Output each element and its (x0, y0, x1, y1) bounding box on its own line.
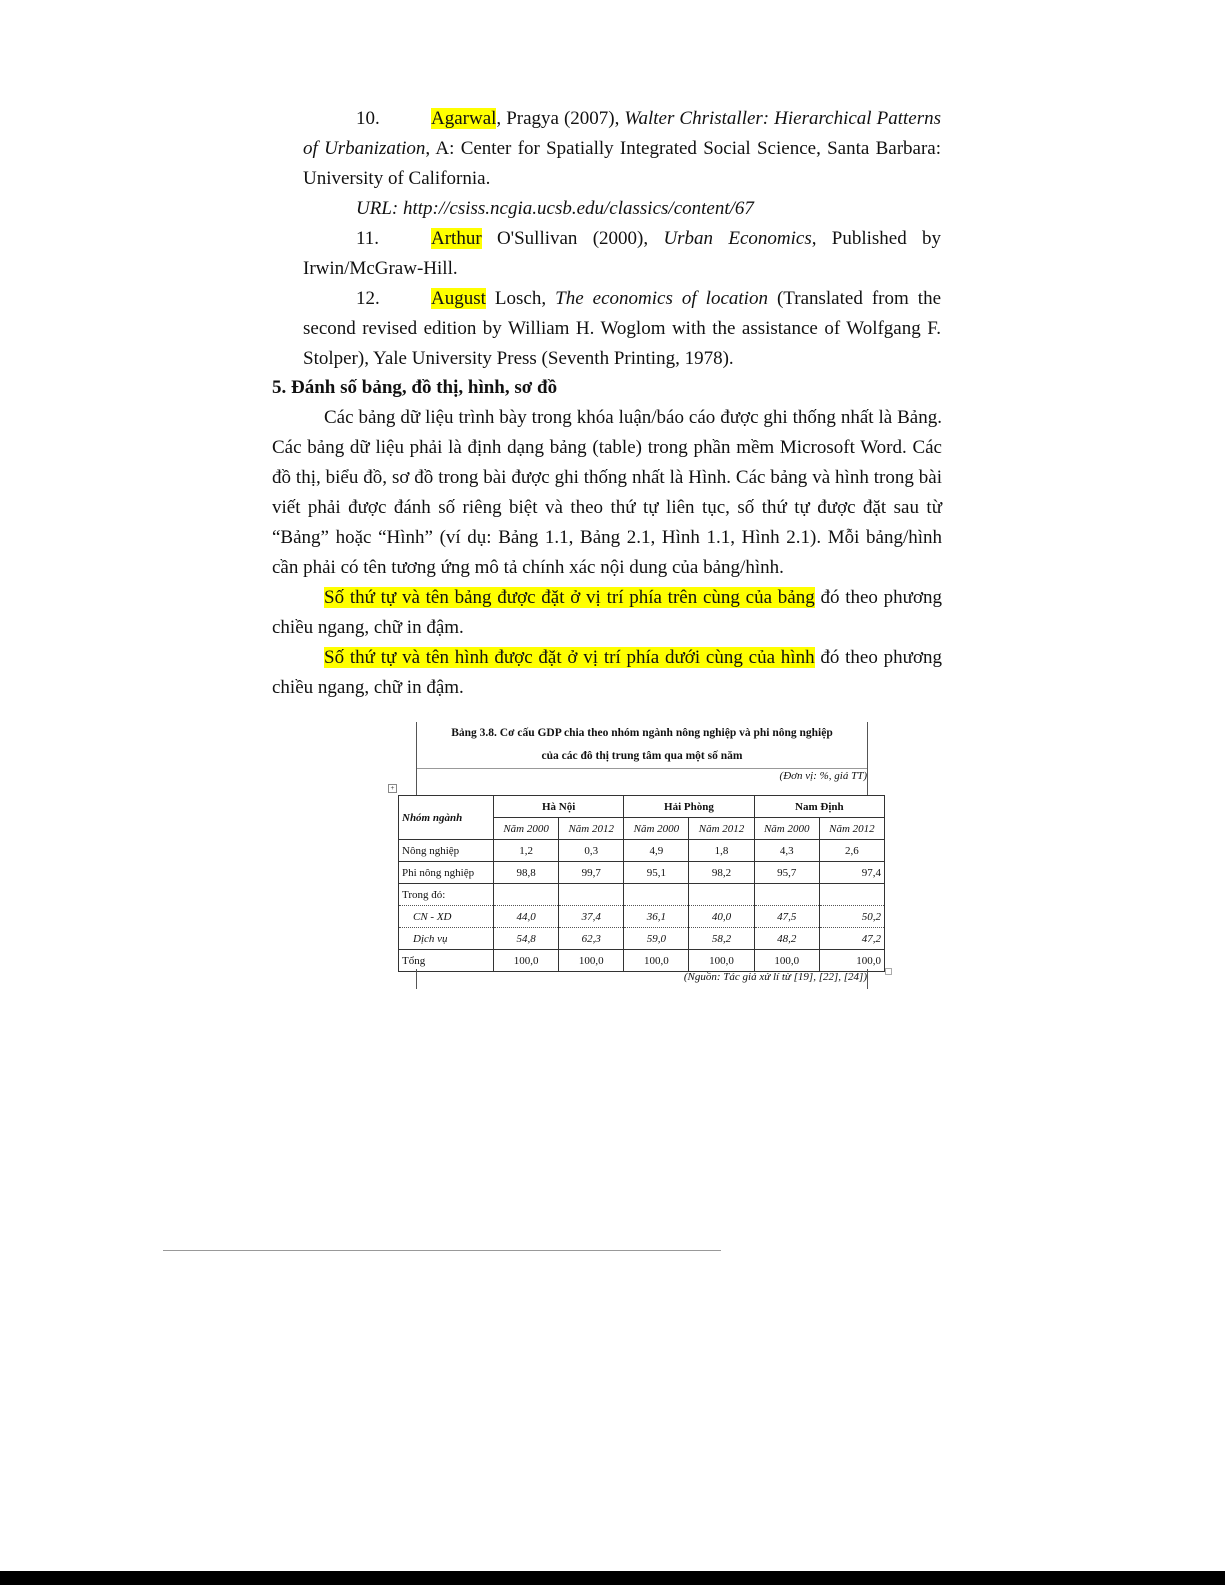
row-label: Dịch vụ (399, 928, 494, 950)
ref-11-rest: , Published by Irwin/McGraw-Hill. (303, 228, 942, 279)
paragraph-table-caption-rule (272, 583, 942, 643)
table-cell: 99,7 (559, 862, 624, 884)
table-cell: 59,0 (624, 928, 689, 950)
ref-12-author-highlight: August (431, 288, 486, 309)
table-source: (Nguồn: Tác giả xử lí từ [19], [22], [24]) (683, 971, 867, 983)
header-year: Năm 2000 (624, 818, 689, 840)
table-cell: 100,0 (754, 950, 819, 972)
table-cell: 47,5 (754, 906, 819, 928)
table-resize-handle-icon[interactable] (885, 968, 892, 975)
ref-10-number: 10. (356, 108, 380, 129)
table-row (399, 840, 885, 862)
table-caption-box (416, 722, 868, 796)
footnote-separator (163, 1250, 721, 1251)
table-cell: 4,9 (624, 840, 689, 862)
ref-11-author-rest: O'Sullivan (2000), (481, 228, 664, 249)
table-cell: 98,2 (689, 862, 754, 884)
table-cell: 48,2 (754, 928, 819, 950)
table-cell: 47,2 (819, 928, 884, 950)
row-label: CN - XD (399, 906, 494, 928)
table-cell: 40,0 (689, 906, 754, 928)
table-row (399, 906, 885, 928)
table-cell: 36,1 (624, 906, 689, 928)
table-cell: 100,0 (494, 950, 559, 972)
ref-12-rest: (Translated from the second revised edition by William H. Woglom with the assistance of Wolfgang F. Stolper), Yale University Press (Seventh Printing, 1978). (303, 288, 941, 369)
ref-11-number: 11. (356, 228, 380, 249)
table-cell: 58,2 (689, 928, 754, 950)
ref-11-author-highlight: Arthur (431, 228, 482, 249)
page-bottom-bar (0, 1571, 1225, 1585)
header-corner: Nhóm ngành (399, 796, 494, 840)
ref-12-title: The economics of location (555, 288, 768, 309)
header-year: Năm 2012 (819, 818, 884, 840)
ref-10-author-rest: , Pragya (2007), (496, 108, 625, 129)
table-cell: 98,8 (494, 862, 559, 884)
table-row (399, 862, 885, 884)
table-cell: 1,2 (494, 840, 559, 862)
figure-rule-highlight: Số thứ tự và tên hình được đặt ở vị trí phía dưới cùng của hình (324, 647, 815, 668)
table-cell: 100,0 (689, 950, 754, 972)
paragraph-tables-figures: Các bảng dữ liệu trình bày trong khóa luận/báo cáo được ghi thống nhất là Bảng. Các bảng dữ liệu phải là định dạng bảng (table) trong phần mềm Microsoft Word. Các đồ thị, biểu đồ, sơ đồ trong bài được ghi thống nhất là Hình. Các bảng và hình trong bài viết phải được đánh số riêng biệt và theo thứ tự liên tục, số thứ tự được đặt sau từ “Bảng” hoặc “Hình” (ví dụ: Bảng 1.1, Bảng 2.1, Hình 1.1, Hình 2.1). Mỗi bảng/hình cần phải có tên tương ứng mô tả chính xác nội dung của bảng/hình. (272, 407, 942, 578)
ref-12-author-rest: Losch, (485, 288, 556, 309)
table-cell: 54,8 (494, 928, 559, 950)
table-cell: 95,7 (754, 862, 819, 884)
paragraph-figure-caption-rule (272, 643, 942, 703)
table-cell: 97,4 (819, 862, 884, 884)
table-cell: 37,4 (559, 906, 624, 928)
table-row (399, 928, 885, 950)
ref-12-number: 12. (356, 288, 380, 309)
ref-10-title: Walter Christaller: Hierarchical Patterns of Urbanization (303, 108, 941, 159)
table-row (399, 884, 885, 906)
row-label: Phi nông nghiệp (399, 862, 494, 884)
table-cell: 0,3 (559, 840, 624, 862)
table-cell: 100,0 (819, 950, 884, 972)
header-group-hanoi: Hà Nội (494, 796, 624, 818)
header-year: Năm 2012 (689, 818, 754, 840)
table-caption-line-2: của các đô thị trung tâm qua một số năm (541, 750, 743, 762)
ref-10-rest: , A: Center for Spatially Integrated Social Science, Santa Barbara: University of California. (303, 138, 942, 189)
row-label: Nông nghiệp (399, 840, 494, 862)
figure-rule-rest: đó theo phương chiều ngang, chữ in đậm. (272, 647, 942, 698)
header-group-namdinh: Nam Định (754, 796, 884, 818)
header-year: Năm 2000 (754, 818, 819, 840)
row-label: Tổng (399, 950, 494, 972)
gdp-table (398, 795, 885, 972)
caption-divider (417, 768, 867, 769)
table-rule-highlight: Số thứ tự và tên bảng được đặt ở vị trí phía trên cùng của bảng (324, 587, 815, 608)
ref-10-author-highlight: Agarwal (431, 108, 497, 129)
table-cell: 2,6 (819, 840, 884, 862)
header-group-haiphong: Hải Phòng (624, 796, 754, 818)
ref-11 (303, 224, 941, 284)
ref-10-url: URL: http://csiss.ncgia.ucsb.edu/classics/content/67 (356, 198, 754, 219)
section-heading: 5. Đánh số bảng, đồ thị, hình, sơ đồ (272, 377, 558, 398)
header-year: Năm 2012 (559, 818, 624, 840)
row-label: Trong đó: (399, 884, 494, 906)
table-header-row-groups (399, 796, 885, 818)
header-year: Năm 2000 (494, 818, 559, 840)
table-rule-rest: đó theo phương chiều ngang, chữ in đậm. (272, 587, 943, 638)
table-cell: 4,3 (754, 840, 819, 862)
ref-11-title: Urban Economics (663, 228, 812, 249)
table-cell: 62,3 (559, 928, 624, 950)
table-caption-line-1: Bảng 3.8. Cơ cấu GDP chia theo nhóm ngành nông nghiệp và phi nông nghiệp (451, 727, 833, 739)
table-cell: 100,0 (624, 950, 689, 972)
table-cell: 50,2 (819, 906, 884, 928)
table-unit: (Đơn vị: %, giá TT) (779, 770, 867, 782)
table-move-handle-icon[interactable]: + (388, 784, 397, 793)
table-cell: 100,0 (559, 950, 624, 972)
ref-10 (303, 104, 941, 194)
table-cell: 95,1 (624, 862, 689, 884)
table-cell: 1,8 (689, 840, 754, 862)
table-source-box (416, 969, 868, 989)
table-cell: 44,0 (494, 906, 559, 928)
ref-12 (303, 284, 941, 374)
